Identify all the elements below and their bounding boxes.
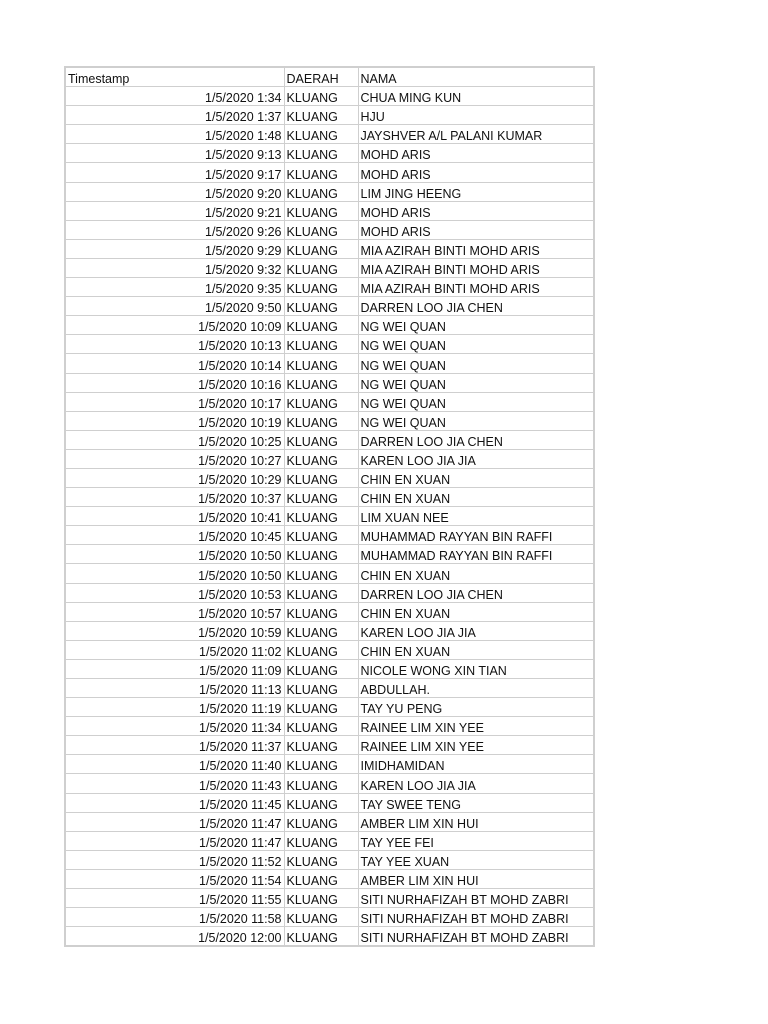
cell-daerah: KLUANG bbox=[284, 201, 358, 220]
cell-daerah: KLUANG bbox=[284, 182, 358, 201]
table-row bbox=[65, 602, 594, 621]
cell-nama: TAY YEE FEI bbox=[358, 831, 594, 850]
cell-daerah: KLUANG bbox=[284, 87, 358, 106]
cell-timestamp: 1/5/2020 11:40 bbox=[65, 755, 284, 774]
cell-timestamp: 1/5/2020 10:25 bbox=[65, 430, 284, 449]
cell-timestamp: 1/5/2020 11:58 bbox=[65, 908, 284, 927]
cell-daerah: KLUANG bbox=[284, 526, 358, 545]
cell-timestamp: 1/5/2020 10:37 bbox=[65, 488, 284, 507]
cell-daerah: KLUANG bbox=[284, 239, 358, 258]
cell-nama: IMIDHAMIDAN bbox=[358, 755, 594, 774]
cell-timestamp: 1/5/2020 10:09 bbox=[65, 316, 284, 335]
cell-daerah: KLUANG bbox=[284, 373, 358, 392]
cell-daerah: KLUANG bbox=[284, 889, 358, 908]
table-row bbox=[65, 850, 594, 869]
cell-timestamp: 1/5/2020 10:59 bbox=[65, 621, 284, 640]
table-row bbox=[65, 354, 594, 373]
cell-daerah: KLUANG bbox=[284, 507, 358, 526]
cell-timestamp: 1/5/2020 9:29 bbox=[65, 239, 284, 258]
cell-daerah: KLUANG bbox=[284, 869, 358, 888]
table-row bbox=[65, 106, 594, 125]
table-row bbox=[65, 889, 594, 908]
table-row bbox=[65, 717, 594, 736]
table-row bbox=[65, 812, 594, 831]
cell-nama: MOHD ARIS bbox=[358, 201, 594, 220]
cell-timestamp: 1/5/2020 9:20 bbox=[65, 182, 284, 201]
cell-nama: LIM JING HEENG bbox=[358, 182, 594, 201]
table-row bbox=[65, 659, 594, 678]
cell-nama: LIM XUAN NEE bbox=[358, 507, 594, 526]
cell-timestamp: 1/5/2020 11:13 bbox=[65, 679, 284, 698]
cell-daerah: KLUANG bbox=[284, 545, 358, 564]
cell-nama: AMBER LIM XIN HUI bbox=[358, 812, 594, 831]
cell-daerah: KLUANG bbox=[284, 621, 358, 640]
cell-timestamp: 1/5/2020 10:50 bbox=[65, 564, 284, 583]
table-row bbox=[65, 392, 594, 411]
cell-daerah: KLUANG bbox=[284, 812, 358, 831]
cell-nama: MOHD ARIS bbox=[358, 163, 594, 182]
cell-daerah: KLUANG bbox=[284, 488, 358, 507]
cell-daerah: KLUANG bbox=[284, 468, 358, 487]
cell-nama: TAY SWEE TENG bbox=[358, 793, 594, 812]
cell-daerah: KLUANG bbox=[284, 717, 358, 736]
table-row bbox=[65, 869, 594, 888]
cell-timestamp: 1/5/2020 11:34 bbox=[65, 717, 284, 736]
table-row bbox=[65, 316, 594, 335]
cell-daerah: KLUANG bbox=[284, 258, 358, 277]
cell-timestamp: 1/5/2020 9:21 bbox=[65, 201, 284, 220]
cell-timestamp: 1/5/2020 9:26 bbox=[65, 220, 284, 239]
cell-nama: MOHD ARIS bbox=[358, 220, 594, 239]
cell-nama: NG WEI QUAN bbox=[358, 335, 594, 354]
cell-daerah: KLUANG bbox=[284, 392, 358, 411]
table-row bbox=[65, 411, 594, 430]
cell-nama: MIA AZIRAH BINTI MOHD ARIS bbox=[358, 239, 594, 258]
cell-timestamp: 1/5/2020 10:13 bbox=[65, 335, 284, 354]
cell-timestamp: 1/5/2020 10:14 bbox=[65, 354, 284, 373]
cell-nama: NG WEI QUAN bbox=[358, 316, 594, 335]
cell-nama: AMBER LIM XIN HUI bbox=[358, 869, 594, 888]
table-row bbox=[65, 239, 594, 258]
table-row bbox=[65, 278, 594, 297]
cell-timestamp: 1/5/2020 9:50 bbox=[65, 297, 284, 316]
table-row bbox=[65, 297, 594, 316]
cell-nama: ABDULLAH. bbox=[358, 679, 594, 698]
table-row bbox=[65, 430, 594, 449]
cell-nama: CHIN EN XUAN bbox=[358, 488, 594, 507]
cell-daerah: KLUANG bbox=[284, 908, 358, 927]
cell-timestamp: 1/5/2020 10:27 bbox=[65, 449, 284, 468]
cell-nama: NG WEI QUAN bbox=[358, 392, 594, 411]
cell-timestamp: 1/5/2020 9:35 bbox=[65, 278, 284, 297]
cell-nama: KAREN LOO JIA JIA bbox=[358, 621, 594, 640]
table-row bbox=[65, 449, 594, 468]
cell-daerah: KLUANG bbox=[284, 640, 358, 659]
cell-nama: MIA AZIRAH BINTI MOHD ARIS bbox=[358, 278, 594, 297]
cell-timestamp: 1/5/2020 1:48 bbox=[65, 125, 284, 144]
cell-timestamp: 1/5/2020 9:32 bbox=[65, 258, 284, 277]
header-timestamp: Timestamp bbox=[65, 67, 284, 87]
table-row bbox=[65, 831, 594, 850]
cell-timestamp: 1/5/2020 11:02 bbox=[65, 640, 284, 659]
cell-nama: MOHD ARIS bbox=[358, 144, 594, 163]
header-daerah: DAERAH bbox=[284, 67, 358, 87]
cell-timestamp: 1/5/2020 10:29 bbox=[65, 468, 284, 487]
table-row bbox=[65, 526, 594, 545]
cell-timestamp: 1/5/2020 12:00 bbox=[65, 927, 284, 947]
cell-daerah: KLUANG bbox=[284, 583, 358, 602]
cell-timestamp: 1/5/2020 9:13 bbox=[65, 144, 284, 163]
cell-daerah: KLUANG bbox=[284, 774, 358, 793]
cell-nama: KAREN LOO JIA JIA bbox=[358, 449, 594, 468]
table-row bbox=[65, 640, 594, 659]
cell-daerah: KLUANG bbox=[284, 679, 358, 698]
table-row bbox=[65, 545, 594, 564]
cell-timestamp: 1/5/2020 11:54 bbox=[65, 869, 284, 888]
cell-timestamp: 1/5/2020 10:45 bbox=[65, 526, 284, 545]
cell-daerah: KLUANG bbox=[284, 163, 358, 182]
cell-daerah: KLUANG bbox=[284, 316, 358, 335]
cell-timestamp: 1/5/2020 10:19 bbox=[65, 411, 284, 430]
cell-nama: MUHAMMAD RAYYAN BIN RAFFI bbox=[358, 545, 594, 564]
cell-nama: TAY YU PENG bbox=[358, 698, 594, 717]
cell-nama: SITI NURHAFIZAH BT MOHD ZABRI bbox=[358, 889, 594, 908]
table-row bbox=[65, 736, 594, 755]
cell-nama: NG WEI QUAN bbox=[358, 354, 594, 373]
cell-daerah: KLUANG bbox=[284, 106, 358, 125]
cell-timestamp: 1/5/2020 10:17 bbox=[65, 392, 284, 411]
table-row bbox=[65, 698, 594, 717]
cell-nama: DARREN LOO JIA CHEN bbox=[358, 583, 594, 602]
cell-nama: KAREN LOO JIA JIA bbox=[358, 774, 594, 793]
cell-nama: MIA AZIRAH BINTI MOHD ARIS bbox=[358, 258, 594, 277]
cell-nama: TAY YEE XUAN bbox=[358, 850, 594, 869]
cell-timestamp: 1/5/2020 10:57 bbox=[65, 602, 284, 621]
header-row bbox=[65, 67, 594, 87]
cell-daerah: KLUANG bbox=[284, 220, 358, 239]
cell-daerah: KLUANG bbox=[284, 755, 358, 774]
cell-daerah: KLUANG bbox=[284, 335, 358, 354]
table-row bbox=[65, 468, 594, 487]
cell-nama: SITI NURHAFIZAH BT MOHD ZABRI bbox=[358, 927, 594, 947]
table-row bbox=[65, 201, 594, 220]
cell-nama: MUHAMMAD RAYYAN BIN RAFFI bbox=[358, 526, 594, 545]
cell-daerah: KLUANG bbox=[284, 698, 358, 717]
cell-daerah: KLUANG bbox=[284, 411, 358, 430]
cell-daerah: KLUANG bbox=[284, 659, 358, 678]
cell-nama: NICOLE WONG XIN TIAN bbox=[358, 659, 594, 678]
cell-daerah: KLUANG bbox=[284, 278, 358, 297]
table-row bbox=[65, 125, 594, 144]
cell-daerah: KLUANG bbox=[284, 927, 358, 947]
cell-nama: JAYSHVER A/L PALANI KUMAR bbox=[358, 125, 594, 144]
table-row bbox=[65, 220, 594, 239]
table-row bbox=[65, 163, 594, 182]
cell-daerah: KLUANG bbox=[284, 297, 358, 316]
table-row bbox=[65, 507, 594, 526]
cell-nama: CHUA MING KUN bbox=[358, 87, 594, 106]
spreadsheet-table bbox=[64, 66, 595, 947]
cell-timestamp: 1/5/2020 11:47 bbox=[65, 812, 284, 831]
table-row bbox=[65, 488, 594, 507]
cell-timestamp: 1/5/2020 11:19 bbox=[65, 698, 284, 717]
cell-nama: NG WEI QUAN bbox=[358, 411, 594, 430]
cell-nama: CHIN EN XUAN bbox=[358, 602, 594, 621]
table-row bbox=[65, 793, 594, 812]
cell-timestamp: 1/5/2020 10:16 bbox=[65, 373, 284, 392]
cell-nama: SITI NURHAFIZAH BT MOHD ZABRI bbox=[358, 908, 594, 927]
cell-daerah: KLUANG bbox=[284, 831, 358, 850]
cell-timestamp: 1/5/2020 11:37 bbox=[65, 736, 284, 755]
table-row bbox=[65, 144, 594, 163]
table-row bbox=[65, 583, 594, 602]
cell-nama: CHIN EN XUAN bbox=[358, 640, 594, 659]
cell-timestamp: 1/5/2020 11:45 bbox=[65, 793, 284, 812]
cell-timestamp: 1/5/2020 10:53 bbox=[65, 583, 284, 602]
cell-nama: RAINEE LIM XIN YEE bbox=[358, 717, 594, 736]
cell-daerah: KLUANG bbox=[284, 144, 358, 163]
table-row bbox=[65, 621, 594, 640]
cell-timestamp: 1/5/2020 11:43 bbox=[65, 774, 284, 793]
table-row bbox=[65, 335, 594, 354]
cell-nama: DARREN LOO JIA CHEN bbox=[358, 430, 594, 449]
table-row bbox=[65, 679, 594, 698]
cell-daerah: KLUANG bbox=[284, 354, 358, 373]
table-row bbox=[65, 927, 594, 947]
cell-timestamp: 1/5/2020 11:47 bbox=[65, 831, 284, 850]
cell-daerah: KLUANG bbox=[284, 736, 358, 755]
cell-timestamp: 1/5/2020 10:41 bbox=[65, 507, 284, 526]
table-row bbox=[65, 258, 594, 277]
cell-daerah: KLUANG bbox=[284, 564, 358, 583]
cell-timestamp: 1/5/2020 11:09 bbox=[65, 659, 284, 678]
cell-daerah: KLUANG bbox=[284, 793, 358, 812]
cell-nama: CHIN EN XUAN bbox=[358, 468, 594, 487]
cell-timestamp: 1/5/2020 11:55 bbox=[65, 889, 284, 908]
table-row bbox=[65, 87, 594, 106]
cell-daerah: KLUANG bbox=[284, 602, 358, 621]
cell-daerah: KLUANG bbox=[284, 449, 358, 468]
cell-daerah: KLUANG bbox=[284, 850, 358, 869]
cell-timestamp: 1/5/2020 1:37 bbox=[65, 106, 284, 125]
table-row bbox=[65, 182, 594, 201]
cell-timestamp: 1/5/2020 1:34 bbox=[65, 87, 284, 106]
cell-nama: CHIN EN XUAN bbox=[358, 564, 594, 583]
cell-timestamp: 1/5/2020 11:52 bbox=[65, 850, 284, 869]
table-row bbox=[65, 373, 594, 392]
cell-nama: NG WEI QUAN bbox=[358, 373, 594, 392]
table-row bbox=[65, 755, 594, 774]
table-row bbox=[65, 908, 594, 927]
cell-timestamp: 1/5/2020 10:50 bbox=[65, 545, 284, 564]
table-row bbox=[65, 564, 594, 583]
cell-daerah: KLUANG bbox=[284, 125, 358, 144]
cell-nama: RAINEE LIM XIN YEE bbox=[358, 736, 594, 755]
header-nama: NAMA bbox=[358, 67, 594, 87]
table-row bbox=[65, 774, 594, 793]
table-body bbox=[65, 67, 594, 946]
cell-timestamp: 1/5/2020 9:17 bbox=[65, 163, 284, 182]
cell-nama: DARREN LOO JIA CHEN bbox=[358, 297, 594, 316]
cell-daerah: KLUANG bbox=[284, 430, 358, 449]
cell-nama: HJU bbox=[358, 106, 594, 125]
